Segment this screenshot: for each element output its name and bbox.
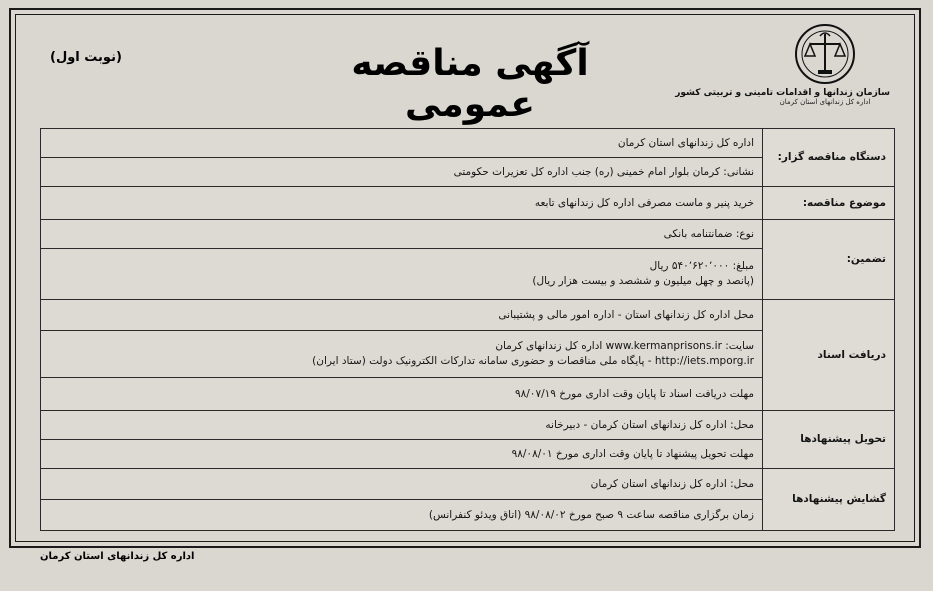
organization-logo bbox=[675, 22, 890, 122]
documents-location: محل اداره کل زندانهای استان - اداره امور مالی و پشتیبانی bbox=[41, 300, 763, 331]
logo-sub-name: اداره کل زندانهای استان کرمان bbox=[779, 98, 871, 106]
prison-organization-emblem-icon bbox=[790, 22, 860, 86]
guarantee-type: نوع: ضمانتنامه بانکی bbox=[41, 220, 763, 249]
row-label-documents: دریافت اسناد bbox=[763, 300, 895, 411]
table-row bbox=[41, 187, 895, 220]
table-row bbox=[41, 469, 895, 500]
documents-setad-line: http://iets.mporg.ir - پایگاه ملی مناقصات و حضوری سامانه تدارکات الکترونیک دولت (ستاد ایران) bbox=[312, 355, 754, 367]
table-row bbox=[41, 411, 895, 440]
notice-title: آگهی مناقصه عمومی bbox=[351, 43, 589, 125]
organizer-address: نشانی: کرمان بلوار امام خمینی (ره) جنب اداره کل تعزیرات حکومتی bbox=[41, 158, 763, 187]
documents-websites-cell bbox=[41, 331, 763, 378]
opening-time: زمان برگزاری مناقصه ساعت ۹ صبح مورخ ۹۸/۰۸/۰۲ (اتاق ویدئو کنفرانس) bbox=[41, 500, 763, 531]
opening-location: محل: اداره کل زندانهای استان کرمان bbox=[41, 469, 763, 500]
submission-deadline: مهلت تحویل پیشنهاد تا پایان وقت اداری مورخ ۹۸/۰۸/۰۱ bbox=[41, 440, 763, 469]
guarantee-amount: مبلغ: ۵۴۰٬۶۲۰٬۰۰۰ ریال bbox=[649, 260, 754, 272]
table-row bbox=[41, 220, 895, 249]
guarantee-amount-words: (پانصد و چهل میلیون و ششصد و بیست هزار ریال) bbox=[532, 275, 754, 287]
organizer-name: اداره کل زندانهای استان کرمان bbox=[41, 129, 763, 158]
tender-subject: خرید پنیر و ماست مصرفی اداره کل زندانهای تابعه bbox=[41, 187, 763, 220]
row-label-organizer: دستگاه مناقصه گزار: bbox=[763, 129, 895, 187]
row-label-submission: تحویل پیشنهادها bbox=[763, 411, 895, 469]
guarantee-amount-cell bbox=[41, 249, 763, 300]
documents-deadline: مهلت دریافت اسناد تا پایان وقت اداری مورخ ۹۸/۰۷/۱۹ bbox=[41, 378, 763, 411]
table-row bbox=[41, 300, 895, 331]
footer-signature: اداره کل زندانهای استان کرمان bbox=[40, 551, 195, 562]
row-label-guarantee: تضمین: bbox=[763, 220, 895, 300]
row-label-subject: موضوع مناقصه: bbox=[763, 187, 895, 220]
table-row bbox=[41, 129, 895, 158]
submission-location: محل: اداره کل زندانهای استان کرمان - دبیرخانه bbox=[41, 411, 763, 440]
notice-header bbox=[20, 18, 910, 123]
row-label-opening: گشایش پیشنهادها bbox=[763, 469, 895, 531]
logo-organization-name: سازمان زندانها و اقدامات تامینی و تربیتی کشور bbox=[675, 88, 890, 98]
round-label: (نوبت اول) bbox=[50, 50, 122, 65]
documents-website-line: سایت: www.kermanprisons.ir اداره کل زندانهای کرمان bbox=[495, 340, 754, 352]
notice-table bbox=[40, 128, 895, 531]
